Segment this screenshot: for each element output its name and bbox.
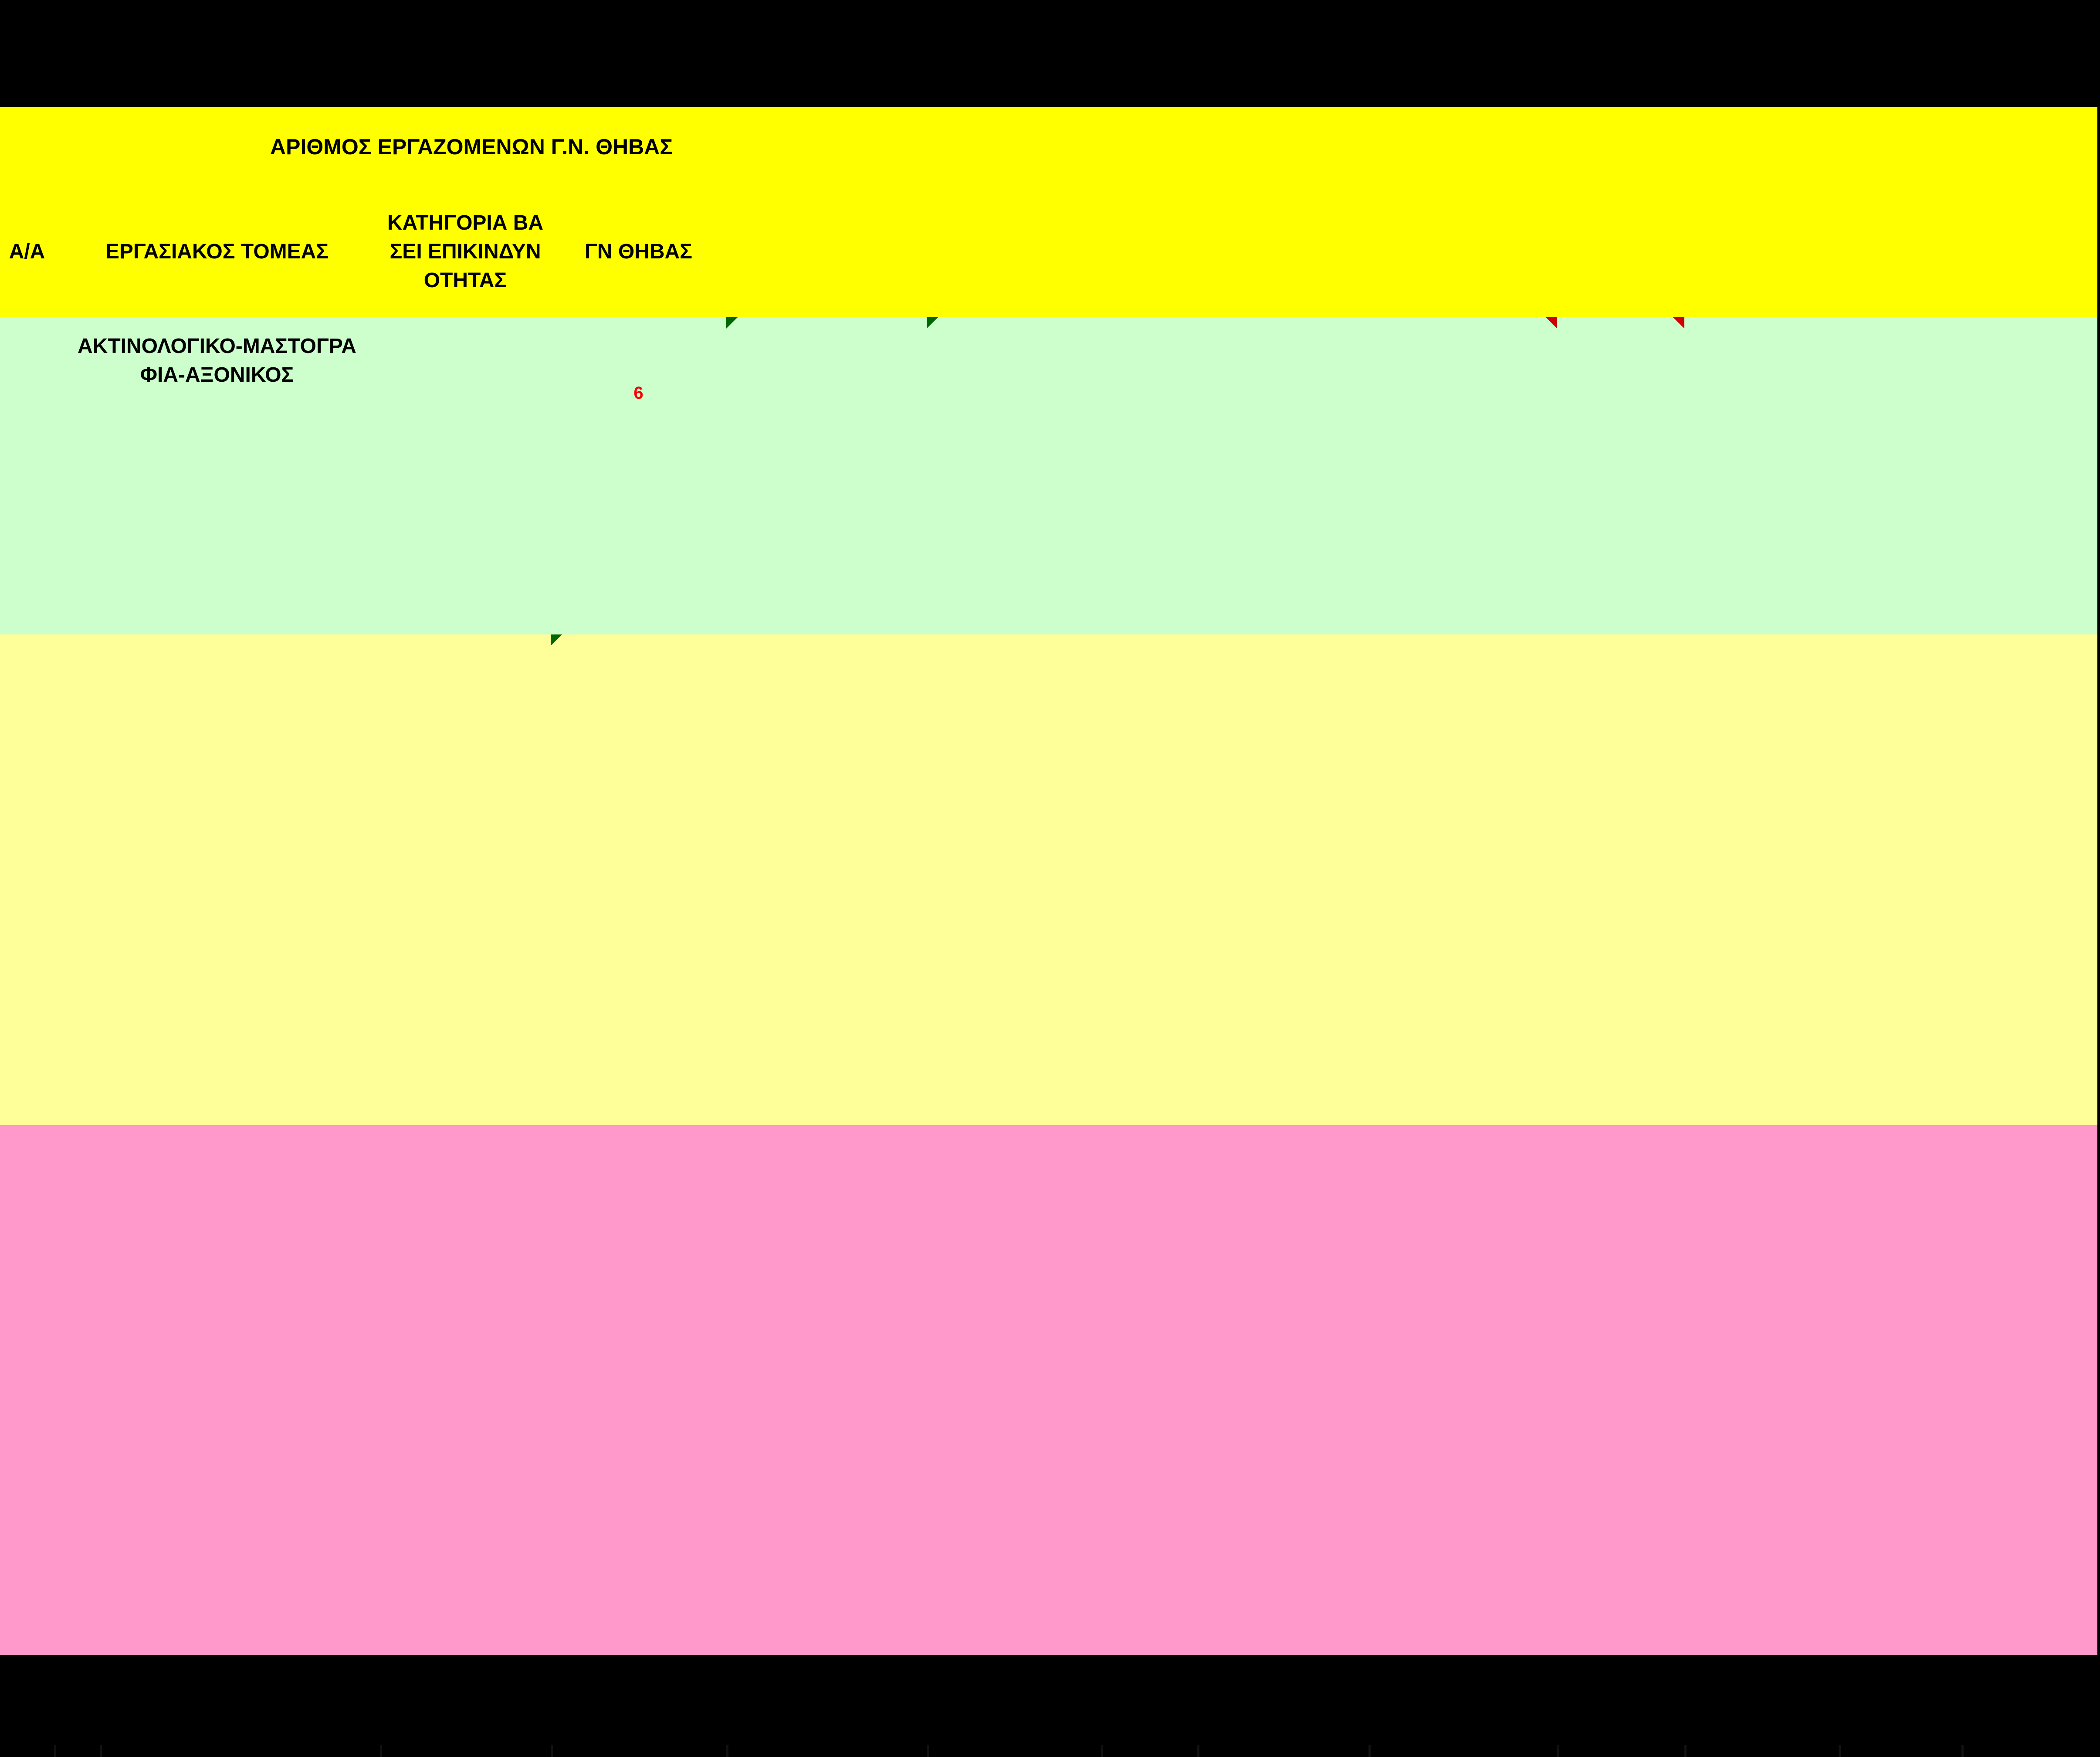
header-gn-thivas-label: ΓΝ ΘΗΒΑΣ <box>585 240 692 263</box>
section-1-sub-num-1[interactable] <box>54 460 103 525</box>
section-2-col-j[interactable] <box>1557 634 1687 1129</box>
section-1-sub2-h[interactable] <box>1197 522 1371 587</box>
section-1-sub-name-3[interactable] <box>100 584 383 638</box>
section-1-sub3-h[interactable] <box>1197 584 1371 638</box>
section-3-row-2[interactable] <box>54 1192 383 1239</box>
section-1-name-cell[interactable] <box>54 317 383 463</box>
header-col-k[interactable] <box>1684 187 1841 320</box>
header-sector[interactable] <box>54 187 383 320</box>
section-2-sub-num-1[interactable] <box>54 799 103 858</box>
section-2-total-g[interactable] <box>1101 1070 1200 1129</box>
section-2-sub4-f[interactable] <box>927 995 1104 1074</box>
section-2-sub3-d[interactable] <box>551 922 729 998</box>
section-1-sub1-e[interactable] <box>726 460 929 525</box>
title-cell-2[interactable] <box>1557 107 1841 189</box>
section-1-sub3-e[interactable] <box>726 584 929 638</box>
section-3-row-3-g[interactable] <box>1101 1237 1200 1284</box>
header-col-h[interactable] <box>1197 187 1371 320</box>
section-3-row-2-h[interactable] <box>1197 1192 1371 1239</box>
header-category-label: ΚΑΤΗΓΟΡΙΑ ΒΑΣΕΙ ΕΠΙΚΙΝΔΥΝΟΤΗΤΑΣ <box>387 211 544 292</box>
section-1-sub2-e[interactable] <box>726 522 929 587</box>
section-2-sub-num-4[interactable] <box>54 995 103 1074</box>
section-2-total-f[interactable] <box>927 1070 1104 1129</box>
section-3-row-4-f[interactable] <box>927 1281 1104 1328</box>
section-1-col-m[interactable] <box>1961 317 2100 638</box>
column-tick <box>1557 1745 1559 1757</box>
section-3-row-3[interactable] <box>54 1237 383 1284</box>
column-tick <box>1961 1745 1964 1757</box>
section-3-row-4-h[interactable] <box>1197 1281 1371 1328</box>
section-3-category[interactable] <box>380 1125 553 1658</box>
comment-indicator-icon[interactable] <box>551 634 562 646</box>
section-3-row-2-e[interactable] <box>726 1192 929 1239</box>
header-col-l[interactable] <box>1839 187 1964 320</box>
header-aa-label: Α/Α <box>9 240 45 263</box>
header-col-f[interactable] <box>927 187 1104 320</box>
title-cell[interactable] <box>0 107 1560 189</box>
section-1-sub3-d[interactable] <box>551 584 729 638</box>
section-1-sub-name-1[interactable] <box>100 460 383 525</box>
section-3-row-6-h[interactable] <box>1197 1495 1371 1658</box>
section-1-sub1-f[interactable] <box>927 460 1104 525</box>
section-1-gn-thivas-value: 6 <box>633 383 644 403</box>
section-2-sub4-e[interactable] <box>726 995 929 1074</box>
section-2-total-d[interactable] <box>551 1070 729 1129</box>
column-tick <box>1839 1745 1841 1757</box>
section-2-sub3-h[interactable] <box>1197 922 1371 998</box>
header-col-g[interactable] <box>1101 187 1200 320</box>
section-2-sub4-h[interactable] <box>1197 995 1371 1074</box>
section-2-sub4-g[interactable] <box>1101 995 1200 1074</box>
section-1-sub-num-2[interactable] <box>54 522 103 587</box>
section-1-col-f[interactable] <box>927 317 1104 463</box>
section-3-row-1-h[interactable] <box>1197 1125 1371 1195</box>
section-1-sub2-g[interactable] <box>1101 522 1200 587</box>
section-2-sub1-g[interactable] <box>1101 799 1200 858</box>
header-col-m[interactable] <box>1961 187 2100 320</box>
section-1-col-l[interactable] <box>1839 317 1964 638</box>
section-3-row-1-f[interactable] <box>927 1125 1104 1195</box>
section-3-aa[interactable] <box>0 1125 57 1658</box>
section-2-aa[interactable] <box>0 634 57 1129</box>
section-2-sub-num-3[interactable] <box>54 922 103 998</box>
section-1-sub3-g[interactable] <box>1101 584 1200 638</box>
column-tick <box>54 1745 56 1757</box>
section-1-name: ΑΚΤΙΝΟΛΟΓΙΚΟ-ΜΑΣΤΟΓΡΑΦΙΑ-ΑΞΟΝΙΚΟΣ <box>78 335 356 387</box>
section-3-col-j[interactable] <box>1557 1125 1687 1658</box>
header-gn-thivas[interactable] <box>551 187 729 320</box>
section-3-row-3-h[interactable] <box>1197 1237 1371 1284</box>
header-sector-label: ΕΡΓΑΣΙΑΚΟΣ ΤΟΜΕΑΣ <box>105 240 329 263</box>
section-2-col-l[interactable] <box>1839 634 1964 1129</box>
section-2-sub1-d[interactable] <box>551 799 729 858</box>
section-3-row-2-g[interactable] <box>1101 1192 1200 1239</box>
section-1-sub1-d[interactable] <box>551 460 729 525</box>
section-3-row-5-e[interactable] <box>726 1326 929 1497</box>
section-2-col-m[interactable] <box>1961 634 2100 1129</box>
section-1-col-h[interactable] <box>1197 317 1371 463</box>
section-1-sub1-h[interactable] <box>1197 460 1371 525</box>
section-1-col-e[interactable] <box>726 317 929 463</box>
section-3-col-k[interactable] <box>1684 1125 1841 1658</box>
header-aa[interactable] <box>0 187 57 320</box>
section-2-sub1-f[interactable] <box>927 799 1104 858</box>
section-2-sub2-g[interactable] <box>1101 855 1200 925</box>
section-2-sub-name-2[interactable] <box>100 855 383 925</box>
section-3-row-4-g[interactable] <box>1101 1281 1200 1328</box>
section-3-row-4[interactable] <box>54 1281 383 1328</box>
column-tick <box>100 1745 102 1757</box>
column-tick <box>1368 1745 1371 1757</box>
section-3-row-1-e[interactable] <box>726 1125 929 1195</box>
section-3-row-6[interactable] <box>54 1495 383 1658</box>
section-2-sub2-f[interactable] <box>927 855 1104 925</box>
section-2-col-f[interactable] <box>927 634 1104 802</box>
section-3-row-3-f[interactable] <box>927 1237 1104 1284</box>
comment-indicator-icon[interactable] <box>927 317 938 329</box>
column-tick <box>927 1745 929 1757</box>
column-tick <box>1684 1745 1687 1757</box>
section-1-sub2-f[interactable] <box>927 522 1104 587</box>
section-2-col-g[interactable] <box>1101 634 1200 802</box>
title-cell-3[interactable] <box>1839 107 2100 189</box>
section-2-sub3-e[interactable] <box>726 922 929 998</box>
comment-indicator-icon[interactable] <box>726 317 738 329</box>
section-2-sub-name-4[interactable] <box>100 995 383 1074</box>
section-2-total-e[interactable] <box>726 1070 929 1129</box>
header-col-e[interactable] <box>726 187 929 320</box>
section-2-name-cell[interactable] <box>54 634 383 802</box>
section-3-row-6-e[interactable] <box>726 1495 929 1658</box>
section-2-sub-num-2[interactable] <box>54 855 103 925</box>
section-2-sub2-d[interactable] <box>551 855 729 925</box>
section-1-col-g[interactable] <box>1101 317 1200 463</box>
section-3-row-5-f[interactable] <box>927 1326 1104 1497</box>
section-2-sub-name-1[interactable] <box>100 799 383 858</box>
section-2-col-e[interactable] <box>726 634 929 802</box>
header-col-j[interactable] <box>1557 187 1687 320</box>
section-3-row-1-g[interactable] <box>1101 1125 1200 1195</box>
section-2-sub2-e[interactable] <box>726 855 929 925</box>
section-3-row-5-h[interactable] <box>1197 1326 1371 1497</box>
column-tick <box>1197 1745 1199 1757</box>
section-1-gn-thivas[interactable] <box>551 317 729 463</box>
column-tick <box>380 1745 382 1757</box>
section-2-sub4-d[interactable] <box>551 995 729 1074</box>
comment-indicator-icon[interactable] <box>1673 317 1684 329</box>
section-2-total[interactable] <box>54 1070 383 1129</box>
section-2-sub-name-3[interactable] <box>100 922 383 998</box>
section-2-sub3-f[interactable] <box>927 922 1104 998</box>
section-3-row-5[interactable] <box>54 1326 383 1497</box>
column-tick <box>551 1745 553 1757</box>
section-3-row-5-g[interactable] <box>1101 1326 1200 1497</box>
section-2-sub3-g[interactable] <box>1101 922 1200 998</box>
section-2-sub2-h[interactable] <box>1197 855 1371 925</box>
section-3-col-m[interactable] <box>1961 1125 2100 1658</box>
section-3-row-4-e[interactable] <box>726 1281 929 1328</box>
section-1-sub3-f[interactable] <box>927 584 1104 638</box>
section-1-col-i[interactable] <box>1368 317 1560 638</box>
section-2-col-k[interactable] <box>1684 634 1841 1129</box>
column-tick <box>726 1745 728 1757</box>
section-3-row-3-d[interactable] <box>551 1237 729 1284</box>
section-1-col-k[interactable] <box>1684 317 1841 638</box>
section-3-row-5-d[interactable] <box>551 1326 729 1497</box>
section-1-sub1-g[interactable] <box>1101 460 1200 525</box>
header-category[interactable] <box>380 187 553 320</box>
section-1-sub-num-3[interactable] <box>54 584 103 638</box>
section-3-col-i[interactable] <box>1368 1125 1560 1658</box>
section-3-row-2-d[interactable] <box>551 1192 729 1239</box>
section-2-col-i[interactable] <box>1368 634 1560 1129</box>
section-1-sub-name-2[interactable] <box>100 522 383 587</box>
section-1-category[interactable] <box>380 317 553 638</box>
section-2-gn-thivas[interactable] <box>551 634 729 802</box>
section-1-sub2-d[interactable] <box>551 522 729 587</box>
section-3-col-l[interactable] <box>1839 1125 1964 1658</box>
column-tick <box>1101 1745 1103 1757</box>
section-2-total-h[interactable] <box>1197 1070 1371 1129</box>
section-3-row-6-g[interactable] <box>1101 1495 1200 1658</box>
title-text: ΑΡΙΘΜΟΣ ΕΡΓΑΖΟΜΕΝΩΝ Γ.Ν. ΘΗΒΑΣ <box>270 135 673 159</box>
section-2-category[interactable] <box>380 634 553 1129</box>
section-3-row-1[interactable] <box>54 1125 383 1195</box>
column-ticks <box>0 1745 2100 1757</box>
comment-indicator-icon[interactable] <box>1546 317 1557 329</box>
section-3-row-6-d[interactable] <box>551 1495 729 1658</box>
section-2-sub1-h[interactable] <box>1197 799 1371 858</box>
section-1-aa[interactable] <box>0 317 57 638</box>
header-col-i[interactable] <box>1368 187 1560 320</box>
section-2-sub1-e[interactable] <box>726 799 929 858</box>
section-3-row-6-f[interactable] <box>927 1495 1104 1658</box>
section-2-col-h[interactable] <box>1197 634 1371 802</box>
section-3-row-3-e[interactable] <box>726 1237 929 1284</box>
section-1-col-j[interactable] <box>1557 317 1687 638</box>
section-3-row-1-d[interactable] <box>551 1125 729 1195</box>
section-3-row-2-f[interactable] <box>927 1192 1104 1239</box>
section-3-row-4-d[interactable] <box>551 1281 729 1328</box>
